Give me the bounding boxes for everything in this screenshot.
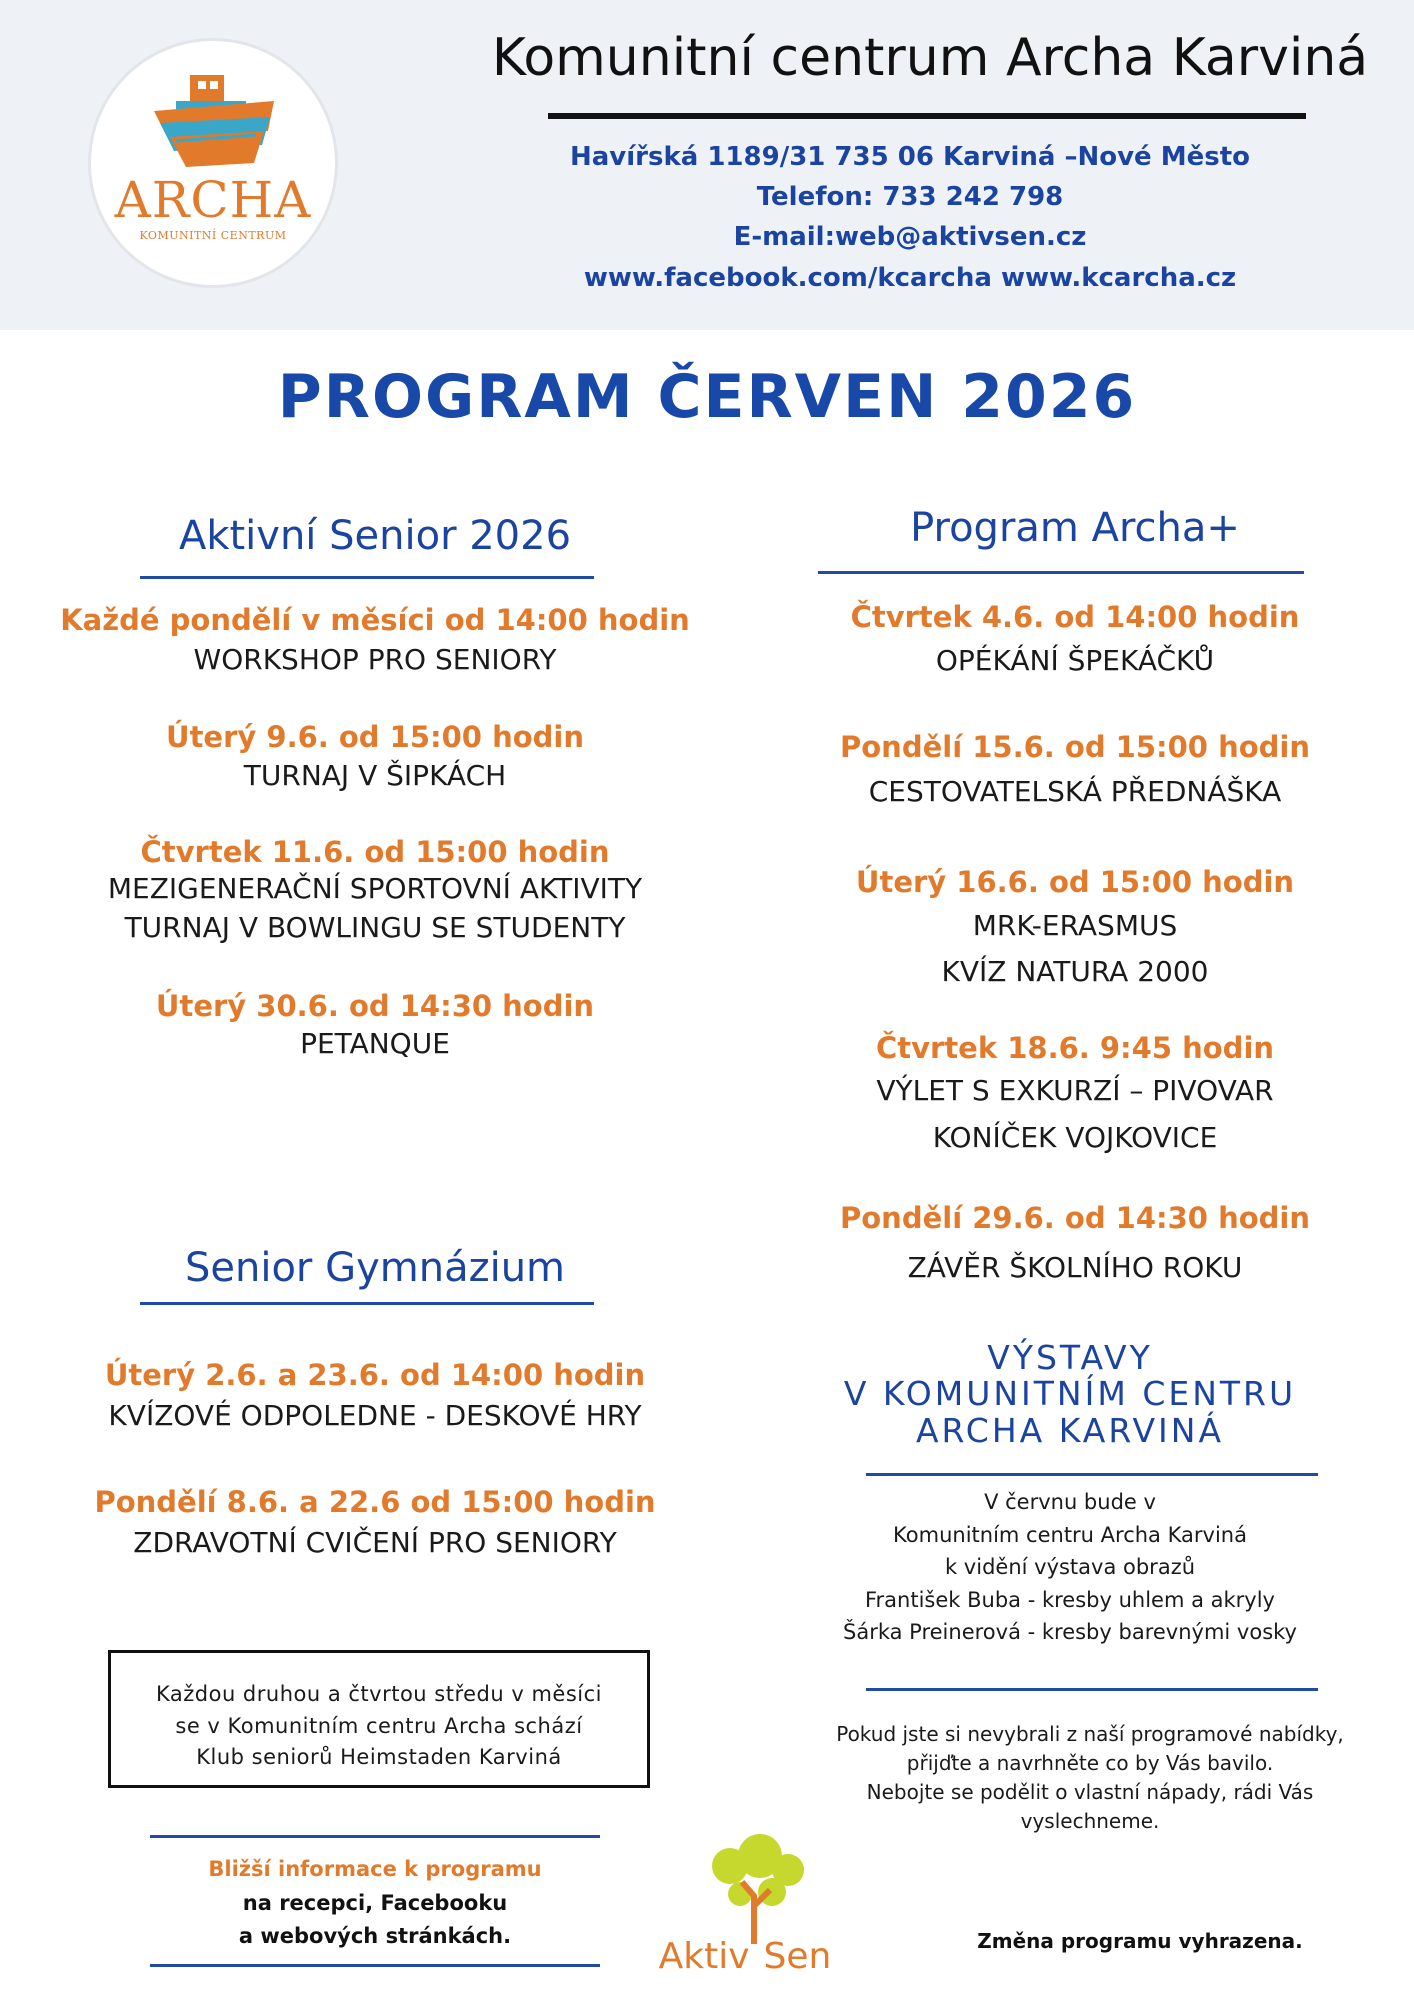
event-when: Čtvrtek 18.6. 9:45 hodin <box>875 1031 1275 1065</box>
section-underline <box>140 576 594 579</box>
info-line: Bližší informace k programu <box>208 1857 542 1881</box>
section-underline <box>818 571 1304 574</box>
section-underline <box>866 1688 1318 1691</box>
address: Havířská 1189/31 735 06 Karviná –Nové Město <box>569 142 1250 172</box>
aktivsen-right: Sen <box>763 1936 832 1977</box>
event-what: WORKSHOP PRO SENIORY <box>193 643 557 676</box>
nabidka-line: vyslechneme. <box>1020 1809 1160 1833</box>
section-underline <box>140 1302 594 1305</box>
info-bottom-rule <box>150 1964 600 1967</box>
event-what: MRK-ERASMUS <box>972 909 1178 942</box>
phone: Telefon: 733 242 798 <box>756 182 1064 212</box>
event-when: Každé pondělí v měsíci od 14:00 hodin <box>60 603 690 637</box>
web-links[interactable]: www.facebook.com/kcarcha www.kcarcha.cz <box>583 263 1237 293</box>
tree-icon <box>700 1834 810 1944</box>
event-what: VÝLET S EXKURZÍ – PIVOVAR <box>876 1074 1274 1107</box>
event-what: KVÍZOVÉ ODPOLEDNE - DESKOVÉ HRY <box>108 1399 642 1432</box>
vystavy-line: k vidění výstava obrazů <box>944 1555 1196 1580</box>
vystavy-heading-line: VÝSTAVY <box>987 1338 1153 1377</box>
event-when: Úterý 30.6. od 14:30 hodin <box>155 989 595 1023</box>
logo-subtitle: KOMUNITNÍ CENTRUM <box>139 229 287 242</box>
vystavy-heading-line: ARCHA KARVINÁ <box>915 1410 1225 1450</box>
klub-line: se v Komunitním centru Archa schází <box>175 1713 583 1738</box>
nabidka-line: Nebojte se podělit o vlastní nápady, rádi Vás <box>866 1780 1314 1804</box>
nabidka-line: přijďte a navrhněte co by Vás bavilo. <box>906 1751 1274 1775</box>
email[interactable]: E-mail:web@aktivsen.cz <box>733 222 1087 252</box>
page-title: PROGRAM ČERVEN 2026 <box>277 362 1137 432</box>
info-line: na recepci, Facebooku <box>242 1891 508 1915</box>
title-underline <box>548 113 1306 119</box>
klub-line: Klub seniorů Heimstaden Karviná <box>196 1745 562 1769</box>
event-what: PETANQUE <box>300 1027 450 1060</box>
boat-icon <box>146 71 286 171</box>
event-what: MEZIGENERAČNÍ SPORTOVNÍ AKTIVITY <box>107 872 643 905</box>
event-when: Pondělí 15.6. od 15:00 hodin <box>840 730 1310 764</box>
event-what: OPÉKÁNÍ ŠPEKÁČKŮ <box>935 644 1215 677</box>
logo-word: ARCHA <box>114 171 312 229</box>
event-what: TURNAJ V BOWLINGU SE STUDENTY <box>124 911 626 944</box>
vystavy-text <box>790 1486 1350 1649</box>
klub-box-text <box>111 1679 647 1774</box>
event-what: ZÁVĚR ŠKOLNÍHO ROKU <box>907 1251 1243 1284</box>
vystavy-line: Komunitním centru Archa Karviná <box>893 1522 1247 1547</box>
vystavy-line: František Buba - kresby uhlem a akryly <box>864 1587 1275 1612</box>
site-title: Komunitní centrum Archa Karviná <box>491 28 1369 88</box>
vystavy-line: Šárka Preinerová - kresby barevnými vosky <box>843 1620 1297 1645</box>
event-what: KONÍČEK VOJKOVICE <box>932 1121 1218 1154</box>
event-when: Úterý 16.6. od 15:00 hodin <box>855 865 1295 899</box>
event-when: Čtvrtek 11.6. od 15:00 hodin <box>140 835 610 869</box>
event-what: TURNAJ V ŠIPKÁCH <box>243 759 507 792</box>
aktivsen-logo-text <box>620 1936 870 1977</box>
event-what: KVÍZ NATURA 2000 <box>941 955 1209 988</box>
klub-line: Každou druhou a čtvrtou středu v měsíci <box>155 1682 603 1706</box>
senior-gymnazium-heading: Senior Gymnázium <box>184 1245 566 1291</box>
event-when: Pondělí 8.6. a 22.6 od 15:00 hodin <box>94 1485 656 1519</box>
section-underline <box>866 1473 1318 1476</box>
event-when: Úterý 2.6. a 23.6. od 14:00 hodin <box>104 1358 646 1392</box>
event-what: CESTOVATELSKÁ PŘEDNÁŠKA <box>868 775 1282 808</box>
event-when: Pondělí 29.6. od 14:30 hodin <box>840 1201 1310 1235</box>
nabidka-line: Pokud jste si nevybrali z naší programové nabídky, <box>836 1722 1344 1746</box>
info-line: a webových stránkách. <box>238 1924 512 1948</box>
event-what: ZDRAVOTNÍ CVIČENÍ PRO SENIORY <box>133 1526 617 1559</box>
vystavy-heading <box>790 1340 1350 1449</box>
event-when: Úterý 9.6. od 15:00 hodin <box>166 720 584 754</box>
aktivsen-left: Aktiv <box>658 1936 750 1977</box>
archa-plus-heading: Program Archa+ <box>910 505 1240 551</box>
nabidka-text <box>790 1720 1390 1836</box>
change-notice: Změna programu vyhrazena. <box>977 1929 1303 1953</box>
archa-logo <box>88 38 338 288</box>
info-top-rule <box>150 1835 600 1838</box>
klub-seniorov-box <box>108 1650 650 1788</box>
event-when: Čtvrtek 4.6. od 14:00 hodin <box>850 600 1300 634</box>
vystavy-line: V červnu bude v <box>984 1490 1156 1514</box>
aktivni-senior-heading: Aktivní Senior 2026 <box>178 513 572 559</box>
vystavy-heading-line: V KOMUNITNÍM CENTRU <box>843 1374 1297 1414</box>
